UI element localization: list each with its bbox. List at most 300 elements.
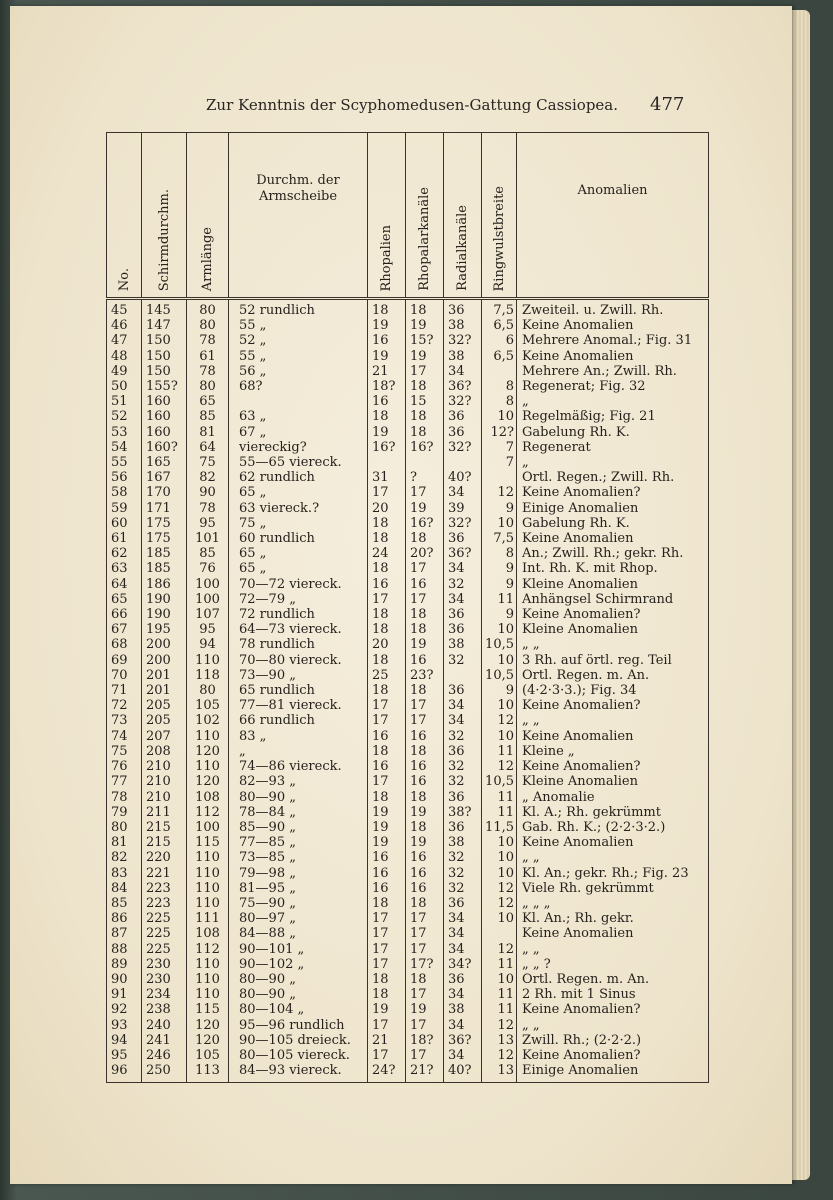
table-row [107, 637, 709, 652]
table-row [107, 866, 709, 881]
cell-rhopalien: 17 [368, 957, 406, 972]
cell-radialkanaele: 40? [444, 1063, 482, 1083]
cell-armlaenge: 85 [187, 546, 229, 561]
cell-armlaenge: 110 [187, 729, 229, 744]
cell-rhopalarkanaele: 16 [406, 729, 444, 744]
cell-no: 63 [111, 561, 128, 577]
cell-anomalien: Keine Anomalien? [517, 1002, 709, 1017]
cell-rhopalarkanaele: 18 [406, 972, 444, 987]
table-row [107, 850, 709, 865]
cell-armscheibe: 78 rundlich [229, 637, 368, 652]
table-row [107, 790, 709, 805]
table-row [107, 364, 709, 379]
cell-schirmdurchm: 223 [142, 896, 187, 911]
cell-no: 88 [111, 941, 128, 957]
cell-ringwulstbreite: 6 [482, 333, 517, 348]
cell-armscheibe: 83 „ [229, 729, 368, 744]
cell-radialkanaele: 36? [444, 546, 482, 561]
cell-radialkanaele [444, 668, 482, 683]
cell-schirmdurchm: 230 [142, 957, 187, 972]
table-row [107, 455, 709, 470]
cell-schirmdurchm: 150 [142, 364, 187, 379]
cell-rhopalarkanaele: 16 [406, 774, 444, 789]
cell-rhopalarkanaele: 16 [406, 759, 444, 774]
cell-rhopalien: 18 [368, 531, 406, 546]
cell-anomalien: „ „ [517, 637, 709, 652]
cell-armscheibe: 77—81 viereck. [229, 698, 368, 713]
cell-ringwulstbreite: 10 [482, 409, 517, 424]
cell-anomalien: (4·2·3·3.); Fig. 34 [517, 683, 709, 698]
cell-rhopalarkanaele: 18 [406, 820, 444, 835]
cell-anomalien: Keine Anomalien [517, 318, 709, 333]
cell-schirmdurchm: 150 [142, 333, 187, 348]
cell-no: 56 [111, 470, 128, 486]
cell-armlaenge: 110 [187, 957, 229, 972]
cell-no: 58 [111, 485, 128, 501]
cell-radialkanaele: 38 [444, 1002, 482, 1017]
cell-anomalien: Örtl. Regen. m. An. [517, 668, 709, 683]
table-row [107, 1033, 709, 1048]
cell-ringwulstbreite: 12 [482, 759, 517, 774]
cell-anomalien: „ „ ? [517, 957, 709, 972]
cell-ringwulstbreite: 12 [482, 942, 517, 957]
cell-armscheibe: 79—98 „ [229, 866, 368, 881]
cell-ringwulstbreite: 6,5 [482, 318, 517, 333]
cell-rhopalien: 24 [368, 546, 406, 561]
cell-ringwulstbreite: 9 [482, 577, 517, 592]
cell-armscheibe: 85—90 „ [229, 820, 368, 835]
cell-armlaenge: 112 [187, 805, 229, 820]
cell-schirmdurchm: 150 [142, 349, 187, 364]
cell-schirmdurchm: 190 [142, 607, 187, 622]
table-row [107, 409, 709, 424]
cell-armlaenge: 110 [187, 850, 229, 865]
cell-no: 60 [111, 515, 128, 531]
cell-rhopalarkanaele: 17 [406, 1018, 444, 1033]
table-row [107, 926, 709, 941]
cell-rhopalarkanaele [406, 455, 444, 470]
cell-anomalien: Int. Rh. K. mit Rhop. [517, 561, 709, 576]
cell-rhopalien: 25 [368, 668, 406, 683]
cell-rhopalien: 19 [368, 1002, 406, 1017]
table-row [107, 470, 709, 485]
cell-ringwulstbreite: 10 [482, 850, 517, 865]
cell-armlaenge: 113 [187, 1063, 229, 1083]
cell-armlaenge: 105 [187, 698, 229, 713]
cell-rhopalarkanaele: 17 [406, 987, 444, 1002]
cell-no: 86 [111, 911, 128, 927]
cell-armscheibe: „ [229, 744, 368, 759]
cell-armlaenge: 110 [187, 896, 229, 911]
cell-ringwulstbreite: 12 [482, 1018, 517, 1033]
cell-rhopalien: 17 [368, 911, 406, 926]
anomalies-table [106, 132, 709, 1083]
cell-radialkanaele: 32 [444, 774, 482, 789]
cell-no: 62 [111, 546, 128, 562]
cell-schirmdurchm: 220 [142, 850, 187, 865]
cell-ringwulstbreite: 12 [482, 1048, 517, 1063]
cell-no: 84 [111, 880, 128, 896]
cell-ringwulstbreite: 7,5 [482, 299, 517, 319]
cell-schirmdurchm: 200 [142, 637, 187, 652]
cell-ringwulstbreite: 12 [482, 485, 517, 500]
cell-radialkanaele: 38 [444, 637, 482, 652]
cell-schirmdurchm: 145 [142, 299, 187, 319]
cell-armscheibe: 65 „ [229, 561, 368, 576]
cell-rhopalarkanaele: 16 [406, 850, 444, 865]
table-row [107, 1063, 709, 1083]
cell-radialkanaele: 34 [444, 942, 482, 957]
cell-armscheibe: 73—85 „ [229, 850, 368, 865]
cell-armscheibe: 80—104 „ [229, 1002, 368, 1017]
cell-no: 64 [111, 576, 128, 592]
cell-rhopalarkanaele: 15 [406, 394, 444, 409]
cell-schirmdurchm: 210 [142, 774, 187, 789]
cell-schirmdurchm: 225 [142, 926, 187, 941]
cell-ringwulstbreite: 7 [482, 440, 517, 455]
cell-armlaenge: 64 [187, 440, 229, 455]
table-row [107, 713, 709, 728]
cell-ringwulstbreite: 13 [482, 1033, 517, 1048]
cell-no: 66 [111, 607, 128, 623]
cell-no: 55 [111, 455, 128, 471]
cell-armlaenge: 112 [187, 942, 229, 957]
cell-armscheibe: 56 „ [229, 364, 368, 379]
cell-radialkanaele: 34 [444, 364, 482, 379]
cell-rhopalien: 18 [368, 683, 406, 698]
cell-radialkanaele: 36 [444, 607, 482, 622]
cell-anomalien: Kleine „ [517, 744, 709, 759]
cell-armlaenge: 118 [187, 668, 229, 683]
table-body [107, 299, 709, 1083]
cell-schirmdurchm: 160 [142, 409, 187, 424]
cell-schirmdurchm: 205 [142, 698, 187, 713]
table-row [107, 1018, 709, 1033]
cell-no: 71 [111, 683, 128, 699]
cell-radialkanaele: 34 [444, 926, 482, 941]
cell-no: 91 [111, 987, 128, 1003]
table-row [107, 333, 709, 348]
cell-anomalien: Keine Anomalien [517, 349, 709, 364]
cell-rhopalarkanaele: 16 [406, 881, 444, 896]
cell-schirmdurchm: 185 [142, 561, 187, 576]
cell-armscheibe: 66 rundlich [229, 713, 368, 728]
cell-rhopalien: 18 [368, 987, 406, 1002]
cell-radialkanaele: 32? [444, 440, 482, 455]
cell-no: 94 [111, 1032, 128, 1048]
cell-radialkanaele: 38? [444, 805, 482, 820]
table-row [107, 546, 709, 561]
cell-radialkanaele: 34 [444, 987, 482, 1002]
cell-schirmdurchm: 175 [142, 531, 187, 546]
cell-no: 72 [111, 698, 128, 714]
cell-rhopalien: 24? [368, 1063, 406, 1083]
cell-ringwulstbreite: 11 [482, 592, 517, 607]
cell-anomalien: Gabelung Rh. K. [517, 425, 709, 440]
cell-schirmdurchm: 160? [142, 440, 187, 455]
cell-armlaenge: 107 [187, 607, 229, 622]
cell-anomalien: Örtl. Regen.; Zwill. Rh. [517, 470, 709, 485]
cell-anomalien: Anhängsel Schirmrand [517, 592, 709, 607]
cell-armscheibe: 72 rundlich [229, 607, 368, 622]
cell-armlaenge: 78 [187, 333, 229, 348]
cell-armlaenge: 111 [187, 911, 229, 926]
cell-rhopalien: 16 [368, 729, 406, 744]
cell-radialkanaele: 32? [444, 333, 482, 348]
cell-rhopalien: 16 [368, 850, 406, 865]
cell-anomalien: Kl. An.; Rh. gekr. [517, 911, 709, 926]
cell-anomalien: Regelmäßig; Fig. 21 [517, 409, 709, 424]
cell-rhopalarkanaele: 19 [406, 1002, 444, 1017]
cell-armscheibe: 95—96 rundlich [229, 1018, 368, 1033]
cell-armlaenge: 110 [187, 866, 229, 881]
table-row [107, 774, 709, 789]
cell-no: 51 [111, 394, 128, 410]
cell-armscheibe: 84—93 viereck. [229, 1063, 368, 1083]
cell-anomalien: „ Anomalie [517, 790, 709, 805]
cell-anomalien: Keine Anomalien [517, 926, 709, 941]
cell-rhopalarkanaele: 17 [406, 1048, 444, 1063]
table-row [107, 729, 709, 744]
table-row [107, 1002, 709, 1017]
cell-rhopalarkanaele: 23? [406, 668, 444, 683]
col-header-armlaenge: Armlänge [187, 133, 229, 299]
cell-no: 82 [111, 850, 128, 866]
cell-armscheibe: 72—79 „ [229, 592, 368, 607]
cell-armscheibe: 80—105 viereck. [229, 1048, 368, 1063]
cell-rhopalien: 18 [368, 896, 406, 911]
cell-ringwulstbreite [482, 364, 517, 379]
cell-armlaenge: 115 [187, 1002, 229, 1017]
cell-armscheibe: 65 „ [229, 546, 368, 561]
cell-no: 76 [111, 759, 128, 775]
cell-armscheibe: 74—86 viereck. [229, 759, 368, 774]
cell-ringwulstbreite: 11 [482, 790, 517, 805]
cell-rhopalarkanaele: 18 [406, 299, 444, 319]
table-row [107, 440, 709, 455]
cell-armscheibe: 52 „ [229, 333, 368, 348]
cell-armscheibe: 55—65 viereck. [229, 455, 368, 470]
cell-rhopalien: 19 [368, 425, 406, 440]
cell-rhopalarkanaele: 16 [406, 866, 444, 881]
table-row [107, 835, 709, 850]
cell-anomalien: Kleine Anomalien [517, 774, 709, 789]
cell-no: 53 [111, 424, 128, 440]
cell-rhopalarkanaele: 17? [406, 957, 444, 972]
cell-armscheibe: 80—97 „ [229, 911, 368, 926]
cell-armscheibe: 70—80 viereck. [229, 653, 368, 668]
cell-armlaenge: 105 [187, 1048, 229, 1063]
cell-armscheibe: 64—73 viereck. [229, 622, 368, 637]
cell-armscheibe: 62 rundlich [229, 470, 368, 485]
cell-schirmdurchm: 185 [142, 546, 187, 561]
cell-ringwulstbreite: 12 [482, 896, 517, 911]
cell-radialkanaele: 34 [444, 1018, 482, 1033]
cell-armscheibe: 90—105 dreieck. [229, 1033, 368, 1048]
cell-radialkanaele: 32 [444, 729, 482, 744]
cell-rhopalarkanaele: 18 [406, 531, 444, 546]
cell-schirmdurchm: 155? [142, 379, 187, 394]
cell-no: 79 [111, 804, 128, 820]
cell-rhopalarkanaele: 19 [406, 318, 444, 333]
cell-no: 65 [111, 591, 128, 607]
cell-anomalien: „ „ „ [517, 896, 709, 911]
cell-armscheibe: 63 viereck.? [229, 501, 368, 516]
running-title: Zur Kenntnis der Scyphomedusen-Gattung Cassiopea. [206, 96, 619, 114]
cell-schirmdurchm: 238 [142, 1002, 187, 1017]
cell-anomalien: Keine Anomalien? [517, 485, 709, 500]
col-header-anomalien: Anomalien [517, 133, 709, 299]
cell-rhopalien: 17 [368, 485, 406, 500]
cell-armscheibe: 90—101 „ [229, 942, 368, 957]
cell-schirmdurchm: 165 [142, 455, 187, 470]
table-row [107, 607, 709, 622]
cell-schirmdurchm: 225 [142, 942, 187, 957]
cell-armscheibe: 65 rundlich [229, 683, 368, 698]
cell-ringwulstbreite [482, 926, 517, 941]
cell-anomalien: Keine Anomalien [517, 835, 709, 850]
cell-radialkanaele: 32 [444, 759, 482, 774]
cell-rhopalarkanaele: 18 [406, 744, 444, 759]
cell-armscheibe: 77—85 „ [229, 835, 368, 850]
cell-rhopalien: 18 [368, 299, 406, 319]
cell-rhopalarkanaele: 19 [406, 501, 444, 516]
cell-rhopalien: 18 [368, 972, 406, 987]
cell-radialkanaele: 34 [444, 911, 482, 926]
cell-rhopalarkanaele: 18 [406, 622, 444, 637]
cell-armlaenge: 80 [187, 379, 229, 394]
cell-rhopalarkanaele: 19 [406, 637, 444, 652]
cell-ringwulstbreite: 11 [482, 957, 517, 972]
cell-radialkanaele: 32 [444, 866, 482, 881]
cell-armscheibe: 81—95 „ [229, 881, 368, 896]
cell-schirmdurchm: 147 [142, 318, 187, 333]
table-row [107, 668, 709, 683]
cell-rhopalien: 17 [368, 774, 406, 789]
cell-rhopalien: 20 [368, 637, 406, 652]
cell-anomalien: „ „ [517, 1018, 709, 1033]
cell-rhopalien: 16 [368, 577, 406, 592]
cell-schirmdurchm: 201 [142, 683, 187, 698]
cell-armscheibe: 67 „ [229, 425, 368, 440]
cell-rhopalien: 31 [368, 470, 406, 485]
cell-armlaenge: 81 [187, 425, 229, 440]
cell-armlaenge: 75 [187, 455, 229, 470]
cell-ringwulstbreite: 10 [482, 622, 517, 637]
cell-anomalien: Gabelung Rh. K. [517, 516, 709, 531]
cell-ringwulstbreite: 8 [482, 379, 517, 394]
cell-no: 92 [111, 1002, 128, 1018]
cell-rhopalarkanaele: 19 [406, 835, 444, 850]
cell-no: 68 [111, 637, 128, 653]
cell-armlaenge: 120 [187, 744, 229, 759]
cell-armscheibe [229, 394, 368, 409]
table-row [107, 577, 709, 592]
cell-rhopalien: 16 [368, 333, 406, 348]
cell-armscheibe: 73—90 „ [229, 668, 368, 683]
cell-radialkanaele: 36 [444, 622, 482, 637]
cell-radialkanaele: 36 [444, 299, 482, 319]
cell-rhopalarkanaele: 17 [406, 698, 444, 713]
cell-ringwulstbreite: 10 [482, 516, 517, 531]
cell-anomalien: Mehrere Anomal.; Fig. 31 [517, 333, 709, 348]
cell-schirmdurchm: 171 [142, 501, 187, 516]
cell-armlaenge: 100 [187, 577, 229, 592]
cell-ringwulstbreite: 10 [482, 698, 517, 713]
cell-armlaenge: 94 [187, 637, 229, 652]
cell-rhopalien: 16 [368, 881, 406, 896]
cell-rhopalien: 17 [368, 942, 406, 957]
cell-armlaenge: 95 [187, 622, 229, 637]
cell-anomalien: Keine Anomalien? [517, 698, 709, 713]
cell-radialkanaele: 36 [444, 790, 482, 805]
col-header-schirmdurchm: Schirmdurchm. [142, 133, 187, 299]
cell-anomalien: Einige Anomalien [517, 501, 709, 516]
cell-radialkanaele: 32 [444, 577, 482, 592]
cell-ringwulstbreite: 11 [482, 987, 517, 1002]
cell-schirmdurchm: 170 [142, 485, 187, 500]
cell-rhopalien [368, 455, 406, 470]
cell-schirmdurchm: 250 [142, 1063, 187, 1083]
cell-no: 77 [111, 774, 128, 790]
cell-no: 93 [111, 1017, 128, 1033]
cell-armscheibe: 60 rundlich [229, 531, 368, 546]
cell-rhopalien: 17 [368, 698, 406, 713]
cell-rhopalarkanaele: 18 [406, 379, 444, 394]
cell-radialkanaele: 36? [444, 379, 482, 394]
table-row [107, 318, 709, 333]
cell-no: 59 [111, 500, 128, 516]
cell-armlaenge: 61 [187, 349, 229, 364]
cell-no: 96 [111, 1063, 128, 1079]
cell-radialkanaele: 36 [444, 683, 482, 698]
cell-rhopalarkanaele: 17 [406, 926, 444, 941]
table-row [107, 379, 709, 394]
cell-ringwulstbreite: 10 [482, 653, 517, 668]
cell-schirmdurchm: 175 [142, 516, 187, 531]
cell-radialkanaele: 36 [444, 896, 482, 911]
cell-ringwulstbreite: 7,5 [482, 531, 517, 546]
cell-rhopalien: 18 [368, 653, 406, 668]
cell-ringwulstbreite: 9 [482, 501, 517, 516]
cell-armlaenge: 80 [187, 683, 229, 698]
cell-armlaenge: 65 [187, 394, 229, 409]
cell-armscheibe: 68? [229, 379, 368, 394]
cell-schirmdurchm: 240 [142, 1018, 187, 1033]
cell-rhopalien: 19 [368, 820, 406, 835]
cell-radialkanaele: 38 [444, 318, 482, 333]
cell-armscheibe: 75 „ [229, 516, 368, 531]
cell-armscheibe: 90—102 „ [229, 957, 368, 972]
cell-anomalien: Keine Anomalien? [517, 1048, 709, 1063]
cell-ringwulstbreite: 11 [482, 744, 517, 759]
cell-rhopalien: 16 [368, 759, 406, 774]
cell-radialkanaele: 32 [444, 881, 482, 896]
cell-rhopalarkanaele: 16? [406, 516, 444, 531]
cell-schirmdurchm: 205 [142, 713, 187, 728]
cell-ringwulstbreite: 11 [482, 1002, 517, 1017]
cell-no: 95 [111, 1047, 128, 1063]
cell-rhopalarkanaele: 18? [406, 1033, 444, 1048]
cell-radialkanaele: 36 [444, 409, 482, 424]
cell-radialkanaele: 36 [444, 744, 482, 759]
cell-rhopalien: 20 [368, 501, 406, 516]
cell-anomalien: Keine Anomalien [517, 531, 709, 546]
cell-no: 69 [111, 652, 128, 668]
cell-anomalien: Gab. Rh. K.; (2·2·3·2.) [517, 820, 709, 835]
cell-anomalien: Örtl. Regen. m. An. [517, 972, 709, 987]
cell-no: 89 [111, 956, 128, 972]
